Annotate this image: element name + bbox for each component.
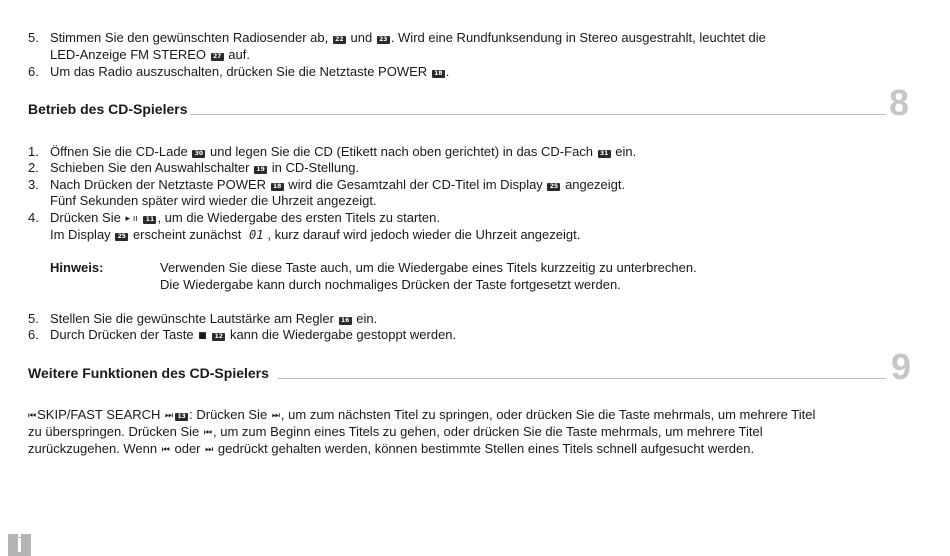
lcd-readout: 01 bbox=[248, 228, 264, 242]
stop-icon: ■ bbox=[198, 331, 207, 341]
control-ref-badge: 18 bbox=[271, 183, 284, 191]
skip-paragraph-line-2: zu überspringen. Drücken Sie ⏮, um zum Beginn eines Titels zu gehen, oder drücken Sie die Taste mehrmals, um mehrere Titel bbox=[28, 423, 763, 442]
step-number: 1. bbox=[28, 144, 39, 159]
control-ref-badge: 30 bbox=[192, 150, 205, 158]
play-pause-icon: ▸ ıı bbox=[125, 214, 138, 224]
step-number: 6. bbox=[28, 64, 39, 79]
step-number: 3. bbox=[28, 177, 39, 192]
manual-page: 5. Stimmen Sie den gewünschten Radiosender ab, 22 und 23 . Wird eine Rundfunksendung in Stereo ausgestrahlt, leuchtet die LED-Anzeige FM STEREO 27 auf. 6. Um das Radio auszuschalten, drücken Sie die Netztaste POWER 18 . Betrieb des CD-Spielers 8 1. Öffnen Sie die CD-Lade 30 und legen Sie die CD (Etikett nach oben gerichtet) in das CD-Fach 31 ein. 2. Schieben Sie den Auswahlschalter 19 in CD-Stellung. 3. Nach Drücken der Netztaste POWER 18 wird die Gesamtzahl der CD-Titel im Display 25 angezeigt. Fünf Sekunden später wird wieder die Uhrzeit angezeigt. 4. Drücken Sie ▸ ıı 11 , um die Wiedergabe des ersten Titels zu starten. Im Display 25 erscheint zunächst 01 , kurz darauf wird jedoch wieder die Uhrzeit angezeigt. Hinweis: Verwenden Sie diese Taste auch, um die Wiedergabe eines Titels kurzzeitig zu unterbrechen. Die Wiedergabe kann durch nochmaliges Drücken der Taste fortgesetzt werden. 5. Stellen Sie die gewünschte Lautstärke am Regler 16 ein. 6. Durch Drücken der Taste ■ 12 kann die Wiedergabe gestoppt werden. Weitere Funktionen des CD-Spielers 9 ⏮SKIP/FAST SEARCH ⏭ 13 : Drücken Sie ⏭, um zum nächsten Titel zu springen, oder drücken Sie die Taste mehrmals, um mehrere Titel zu überspringen. Drücken Sie ⏮, um zum Beginn eines Titels zu gehen, oder drücken Sie die Taste mehrmals, um mehrere Titel zurückzugehen. Wenn ⏮ oder ⏭ gedrückt gehalten werden, können bestimmte Stellen eines Titels schnell aufgesucht werden. bbox=[0, 0, 950, 556]
note-label: Hinweis: bbox=[50, 260, 104, 275]
skip-back-icon: ⏮ bbox=[161, 445, 170, 455]
control-ref-badge: 25 bbox=[115, 233, 128, 241]
skip-forward-icon: ⏭ bbox=[205, 445, 214, 455]
step-number: 4. bbox=[28, 210, 39, 225]
skip-back-icon: ⏮ bbox=[28, 411, 37, 421]
skip-paragraph-line-3: zurückzugehen. Wenn ⏮ oder ⏭ gedrückt gehalten werden, können bestimmte Stellen eines Titels schnell aufgesucht werden. bbox=[28, 440, 754, 459]
info-icon-dot bbox=[18, 534, 21, 537]
section-rule bbox=[278, 378, 886, 379]
section-number: 8 bbox=[889, 82, 910, 123]
skip-back-icon: ⏮ bbox=[203, 428, 212, 438]
control-ref-badge: 11 bbox=[143, 216, 156, 224]
control-ref-badge: 16 bbox=[339, 317, 352, 325]
step-number: 5. bbox=[28, 311, 39, 326]
section-number: 9 bbox=[891, 346, 912, 387]
section-title-more-functions: Weitere Funktionen des CD-Spielers bbox=[28, 365, 269, 381]
section-title-cd-player: Betrieb des CD-Spielers bbox=[28, 101, 188, 117]
note-text-line-2: Die Wiedergabe kann durch nochmaliges Drücken der Taste fortgesetzt werden. bbox=[160, 277, 621, 292]
control-ref-badge: 18 bbox=[432, 70, 445, 78]
control-ref-badge: 23 bbox=[377, 36, 390, 44]
info-corner-tab bbox=[8, 534, 31, 556]
control-ref-badge: 12 bbox=[212, 333, 225, 341]
skip-paragraph-line-1: ⏮SKIP/FAST SEARCH ⏭ 13 : Drücken Sie ⏭, um zum nächsten Titel zu springen, oder drücken Sie die Taste mehrmals, um mehrere Titel bbox=[28, 406, 815, 425]
control-ref-badge: 27 bbox=[211, 53, 224, 61]
control-ref-badge: 25 bbox=[547, 183, 560, 191]
skip-forward-icon: ⏭ bbox=[271, 411, 280, 421]
skip-forward-icon: ⏭ bbox=[165, 411, 174, 421]
step-number: 6. bbox=[28, 327, 39, 342]
step-number: 2. bbox=[28, 160, 39, 175]
step-number: 5. bbox=[28, 30, 39, 45]
control-ref-badge: 22 bbox=[333, 36, 346, 44]
control-ref-badge: 19 bbox=[254, 166, 267, 174]
section-rule bbox=[190, 114, 886, 115]
info-icon bbox=[18, 538, 21, 552]
control-ref-badge: 13 bbox=[175, 413, 188, 421]
note-text-line-1: Verwenden Sie diese Taste auch, um die Wiedergabe eines Titels kurzzeitig zu unterbrechen. bbox=[160, 260, 697, 275]
control-ref-badge: 31 bbox=[598, 150, 611, 158]
